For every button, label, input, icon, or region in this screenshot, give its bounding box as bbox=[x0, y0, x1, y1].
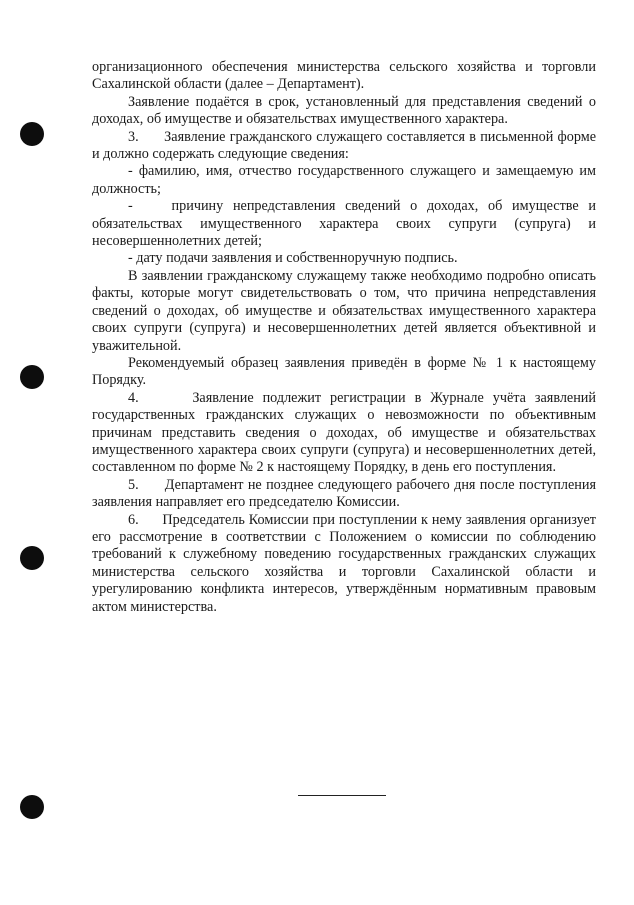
paragraph: Заявление подаётся в срок, установленный для представления сведений о доходах, об имуществе и обязательствах имущественного характера. bbox=[92, 93, 596, 128]
punch-hole bbox=[20, 795, 44, 819]
document-body bbox=[92, 59, 600, 616]
list-item: - фамилию, имя, отчество государственного служащего и замещаемую им должность; bbox=[92, 163, 596, 197]
separator-line bbox=[298, 795, 386, 796]
punch-hole bbox=[20, 365, 44, 389]
paragraph: 4. Заявление подлежит регистрации в Журнале учёта заявлений государственных гражданских служащих о невозможности по объективным причинам представить сведения о доходах, об имуществе и обязательствах имущественного характера своих супруги (супруга) и несовершеннолетних детей, составленном по форме № 2 к настоящему Порядку, в день его поступления. bbox=[92, 389, 600, 476]
punch-hole bbox=[20, 546, 44, 570]
punch-hole bbox=[20, 122, 44, 146]
paragraph: 3. Заявление гражданского служащего составляется в письменной форме и должно содержать следующие сведения: bbox=[92, 128, 600, 163]
paragraph: Рекомендуемый образец заявления приведён в форме № 1 к настоящему Порядку. bbox=[92, 354, 596, 389]
paragraph: В заявлении гражданскому служащему также необходимо подробно описать факты, которые могут свидетельствовать о том, что причина непредставления сведений о доходах, об имуществе и обязательствах имущественного характера своих супруги (супруга) и несовершеннолетних детей является объективной и уважительной. bbox=[92, 267, 596, 354]
list-item: - причину непредставления сведений о доходах, об имуществе и обязательствах имущественного характера своих супруги (супруга) и несовершеннолетних детей; bbox=[92, 198, 600, 250]
list-item: - дату подачи заявления и собственноручную подпись. bbox=[128, 250, 458, 267]
paragraph: 6. Председатель Комиссии при поступлении к нему заявления организует его рассмотрение в соответствии с Положением о комиссии по соблюдению требований к служебному поведению государственных гражданских служащих министерства сельского хозяйства и торговли Сахалинской области и урегулированию конфликта интересов, утверждённым нормативным правовым актом министерства. bbox=[92, 511, 600, 615]
paragraph: организационного обеспечения министерства сельского хозяйства и торговли Сахалинской области (далее – Департамент). bbox=[92, 59, 596, 93]
paragraph: 5. Департамент не позднее следующего рабочего дня после поступления заявления направляет его председателю Комиссии. bbox=[92, 476, 600, 511]
